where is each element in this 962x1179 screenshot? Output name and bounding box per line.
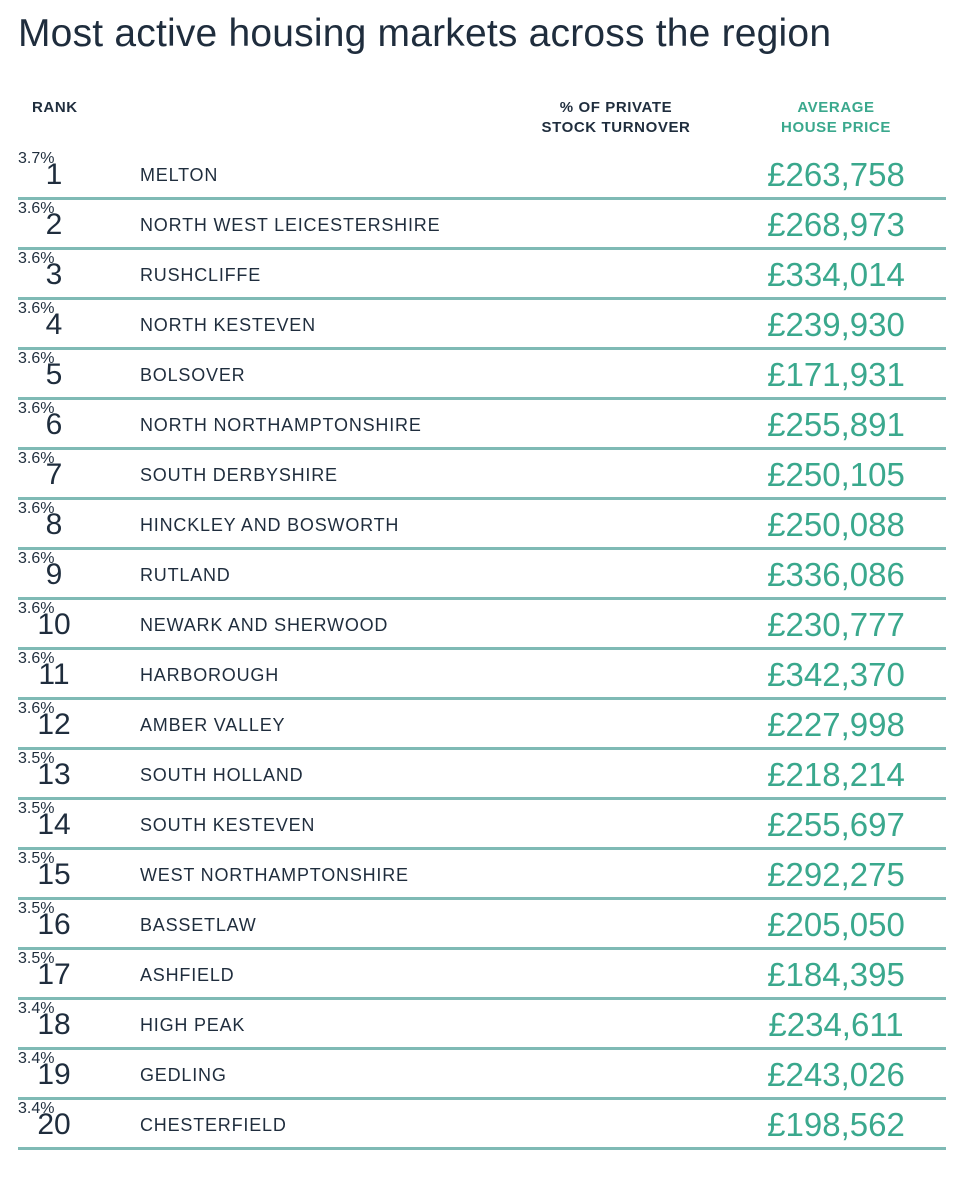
area-name-cell: HINCKLEY AND BOSWORTH bbox=[140, 515, 400, 535]
price-cell: £336,086 bbox=[767, 556, 905, 593]
rank-cell: 18 bbox=[37, 1008, 71, 1041]
price-cell: £255,697 bbox=[767, 806, 905, 843]
area-name-cell: SOUTH HOLLAND bbox=[140, 765, 304, 785]
area-name-cell: NORTH NORTHAMPTONSHIRE bbox=[140, 415, 422, 435]
price-cell: £268,973 bbox=[767, 206, 905, 243]
table-row bbox=[18, 550, 946, 600]
price-header-line2: HOUSE PRICE bbox=[781, 119, 891, 136]
price-cell: £342,370 bbox=[767, 656, 905, 693]
table-row bbox=[18, 250, 946, 300]
price-cell: £239,930 bbox=[767, 306, 905, 343]
area-name-cell: CHESTERFIELD bbox=[140, 1115, 287, 1135]
rank-cell: 12 bbox=[37, 708, 71, 741]
price-cell: £263,758 bbox=[767, 156, 905, 193]
rank-cell: 1 bbox=[45, 158, 63, 191]
price-cell: £184,395 bbox=[767, 956, 905, 993]
turnover-cell: 3.6% bbox=[18, 700, 55, 717]
price-cell: £171,931 bbox=[767, 356, 905, 393]
area-name-cell: SOUTH KESTEVEN bbox=[140, 815, 316, 835]
turnover-cell: 3.6% bbox=[18, 650, 55, 667]
area-name-cell: MELTON bbox=[140, 165, 219, 185]
table-row bbox=[18, 700, 946, 750]
table-row bbox=[18, 900, 946, 950]
rank-cell: 15 bbox=[37, 858, 71, 891]
rank-cell: 9 bbox=[45, 558, 63, 591]
area-name-cell: NORTH KESTEVEN bbox=[140, 315, 316, 335]
area-name-cell: SOUTH DERBYSHIRE bbox=[140, 465, 338, 485]
price-cell: £255,891 bbox=[767, 406, 905, 443]
price-cell: £250,088 bbox=[767, 506, 905, 543]
area-name-cell: NEWARK AND SHERWOOD bbox=[140, 615, 389, 635]
table-row bbox=[18, 950, 946, 1000]
table-row bbox=[18, 450, 946, 500]
turnover-cell: 3.5% bbox=[18, 900, 55, 917]
turnover-cell: 3.6% bbox=[18, 350, 55, 367]
area-name-cell: NORTH WEST LEICESTERSHIRE bbox=[140, 215, 441, 235]
turnover-header-line2: STOCK TURNOVER bbox=[541, 119, 691, 136]
table-row bbox=[18, 1050, 946, 1100]
table-row bbox=[18, 800, 946, 850]
price-cell: £250,105 bbox=[767, 456, 905, 493]
turnover-cell: 3.4% bbox=[18, 1050, 55, 1067]
table-row bbox=[18, 400, 946, 450]
price-cell: £230,777 bbox=[767, 606, 905, 643]
price-cell: £292,275 bbox=[767, 856, 905, 893]
turnover-cell: 3.5% bbox=[18, 800, 55, 817]
table-row bbox=[18, 750, 946, 800]
rank-cell: 5 bbox=[45, 358, 63, 391]
rank-cell: 20 bbox=[37, 1108, 71, 1141]
turnover-cell: 3.6% bbox=[18, 200, 55, 217]
area-name-cell: RUTLAND bbox=[140, 565, 231, 585]
table-row bbox=[18, 1100, 946, 1150]
price-cell: £198,562 bbox=[767, 1106, 905, 1143]
rank-cell: 17 bbox=[37, 958, 71, 991]
turnover-cell: 3.4% bbox=[18, 1000, 55, 1017]
turnover-cell: 3.7% bbox=[18, 150, 55, 167]
area-name-cell: HIGH PEAK bbox=[140, 1015, 246, 1035]
rank-cell: 14 bbox=[37, 808, 71, 841]
rank-cell: 6 bbox=[45, 408, 63, 441]
price-column-header bbox=[740, 98, 932, 138]
turnover-cell: 3.6% bbox=[18, 600, 55, 617]
area-name-cell: RUSHCLIFFE bbox=[140, 265, 262, 285]
table-row bbox=[18, 350, 946, 400]
turnover-cell: 3.6% bbox=[18, 250, 55, 267]
area-name-cell: GEDLING bbox=[140, 1065, 227, 1085]
table-row bbox=[18, 200, 946, 250]
turnover-cell: 3.6% bbox=[18, 450, 55, 467]
turnover-cell: 3.6% bbox=[18, 300, 55, 317]
turnover-column-header bbox=[520, 98, 712, 138]
table-row bbox=[18, 600, 946, 650]
rank-cell: 3 bbox=[45, 258, 63, 291]
table-row bbox=[18, 500, 946, 550]
price-header-line1: AVERAGE bbox=[797, 99, 875, 116]
rank-column-header: RANK bbox=[32, 99, 78, 116]
rank-cell: 19 bbox=[37, 1058, 71, 1091]
rank-cell: 11 bbox=[38, 658, 70, 691]
area-name-cell: ASHFIELD bbox=[140, 965, 235, 985]
area-name-cell: HARBOROUGH bbox=[140, 665, 280, 685]
price-cell: £334,014 bbox=[767, 256, 905, 293]
table-row bbox=[18, 850, 946, 900]
rank-cell: 4 bbox=[45, 308, 63, 341]
table-row bbox=[18, 150, 946, 200]
turnover-cell: 3.6% bbox=[18, 500, 55, 517]
rank-cell: 10 bbox=[37, 608, 71, 641]
turnover-cell: 3.4% bbox=[18, 1100, 55, 1117]
rankings-table bbox=[18, 150, 946, 1150]
turnover-header-line1: % OF PRIVATE bbox=[559, 99, 673, 116]
table-row bbox=[18, 650, 946, 700]
turnover-cell: 3.5% bbox=[18, 950, 55, 967]
price-cell: £243,026 bbox=[767, 1056, 905, 1093]
rank-cell: 16 bbox=[37, 908, 71, 941]
price-cell: £234,611 bbox=[768, 1006, 904, 1043]
area-name-cell: AMBER VALLEY bbox=[140, 715, 286, 735]
page-title: Most active housing markets across the region bbox=[18, 12, 832, 55]
turnover-cell: 3.6% bbox=[18, 400, 55, 417]
rank-cell: 8 bbox=[45, 508, 63, 541]
turnover-cell: 3.6% bbox=[18, 550, 55, 567]
table-row bbox=[18, 1000, 946, 1050]
area-name-cell: WEST NORTHAMPTONSHIRE bbox=[140, 865, 409, 885]
rank-cell: 7 bbox=[45, 458, 63, 491]
rank-cell: 13 bbox=[37, 758, 71, 791]
table-row bbox=[18, 300, 946, 350]
price-cell: £227,998 bbox=[767, 706, 905, 743]
turnover-cell: 3.5% bbox=[18, 850, 55, 867]
area-name-cell: BASSETLAW bbox=[140, 915, 257, 935]
turnover-cell: 3.5% bbox=[18, 750, 55, 767]
price-cell: £218,214 bbox=[767, 756, 905, 793]
area-name-cell: BOLSOVER bbox=[140, 365, 246, 385]
rank-cell: 2 bbox=[45, 208, 63, 241]
price-cell: £205,050 bbox=[767, 906, 905, 943]
